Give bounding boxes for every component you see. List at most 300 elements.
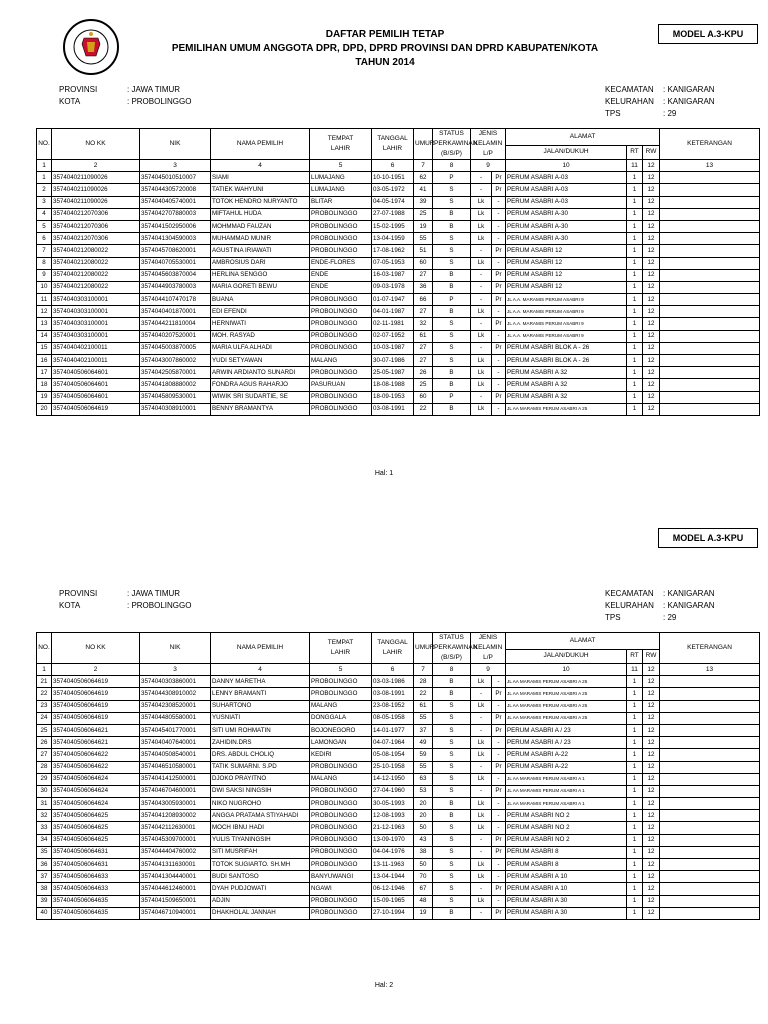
alamat-jalan: JL A.A. MARAMIS PERUM ASABRI 9	[506, 318, 627, 330]
alamat-jalan: PERUM ASABRI NO 2	[506, 810, 627, 822]
tempat-lahir: PROBOLINGGO	[310, 895, 372, 907]
tanggal-lahir: 03-08-1991	[372, 403, 414, 415]
row-no: 14	[37, 330, 52, 342]
provinsi-row	[59, 84, 180, 95]
rt: 1	[627, 318, 643, 330]
row-no: 19	[37, 391, 52, 403]
no-kk: 3574040212080022	[52, 281, 140, 293]
kelurahan-value: : KANIGARAN	[663, 601, 715, 610]
jk-l: -	[471, 907, 492, 919]
jk-l: -	[471, 761, 492, 773]
tanggal-lahir: 25-05-1987	[372, 367, 414, 379]
umur: 70	[414, 871, 433, 883]
row-no: 38	[37, 883, 52, 895]
status-perkawinan: B	[433, 306, 471, 318]
rw: 12	[643, 749, 660, 761]
alamat-jalan: PERUM ASABRI A 10	[506, 871, 627, 883]
rt: 1	[627, 883, 643, 895]
table-row	[37, 773, 760, 785]
keterangan	[660, 883, 760, 895]
jk-l: Lk	[471, 367, 492, 379]
no-kk: 3574040506064619	[52, 700, 140, 712]
keterangan	[660, 403, 760, 415]
nama-pemilih: DYAH PUDJOWATI	[211, 883, 310, 895]
status-perkawinan: S	[433, 342, 471, 354]
model-label: MODEL A.3-KPU	[658, 24, 758, 44]
nama-pemilih: MOHMMAD FAUZAN	[211, 220, 310, 232]
nik: 3574041502950006	[140, 220, 211, 232]
voter-table	[36, 128, 760, 416]
row-no: 2	[37, 184, 52, 196]
jk-l: -	[471, 245, 492, 257]
header-status: STATUS PERKAWINAN (B/S/P)	[433, 633, 471, 664]
rw: 12	[643, 269, 660, 281]
no-kk: 3574040506064619	[52, 676, 140, 688]
nama-pemilih: TOTOK SUGIARTO. SH.MH	[211, 859, 310, 871]
kelurahan-value: : KANIGARAN	[663, 97, 715, 106]
nama-pemilih: DANNY MARETHA	[211, 676, 310, 688]
umur: 41	[414, 184, 433, 196]
jk-l: Lk	[471, 330, 492, 342]
umur: 61	[414, 700, 433, 712]
alamat-jalan: PERUM ASABRI 12	[506, 269, 627, 281]
tempat-lahir: PROBOLINGGO	[310, 907, 372, 919]
nama-pemilih: LENNY BRAMANTI	[211, 688, 310, 700]
rt: 1	[627, 184, 643, 196]
no-kk: 3574040506064624	[52, 773, 140, 785]
no-kk: 3574040506064621	[52, 737, 140, 749]
rt: 1	[627, 761, 643, 773]
keterangan	[660, 281, 760, 293]
nama-pemilih: MOH. RASYAD	[211, 330, 310, 342]
jk-l: -	[471, 184, 492, 196]
jk-p: -	[492, 330, 506, 342]
rw: 12	[643, 367, 660, 379]
table-row	[37, 822, 760, 834]
header-no: NO.	[37, 633, 52, 664]
tempat-lahir: DONGGALA	[310, 712, 372, 724]
tanggal-lahir: 18-09-1953	[372, 391, 414, 403]
rw: 12	[643, 798, 660, 810]
jk-l: -	[471, 688, 492, 700]
tanggal-lahir: 13-09-1970	[372, 834, 414, 846]
jk-l: Lk	[471, 737, 492, 749]
header-rt: RT	[627, 649, 643, 663]
keterangan	[660, 306, 760, 318]
title-line-1: DAFTAR PEMILIH TETAP	[325, 29, 445, 40]
status-perkawinan: S	[433, 196, 471, 208]
status-perkawinan: S	[433, 700, 471, 712]
rt: 1	[627, 846, 643, 858]
row-no: 12	[37, 306, 52, 318]
table-row	[37, 306, 760, 318]
nik: 3574040303860001	[140, 676, 211, 688]
row-no: 7	[37, 245, 52, 257]
no-kk: 3574040506064619	[52, 688, 140, 700]
row-no: 27	[37, 749, 52, 761]
alamat-jalan: PERUM ASABRI A-30	[506, 220, 627, 232]
status-perkawinan: B	[433, 798, 471, 810]
row-no: 20	[37, 403, 52, 415]
table-row	[37, 281, 760, 293]
table-row	[37, 208, 760, 220]
table-row	[37, 403, 760, 415]
nama-pemilih: HERNIWATI	[211, 318, 310, 330]
header-tempat-lahir: TEMPAT LAHIR	[310, 633, 372, 664]
row-no: 18	[37, 379, 52, 391]
kota-value: : PROBOLINGGO	[127, 601, 192, 610]
jk-p: -	[492, 196, 506, 208]
rt: 1	[627, 676, 643, 688]
no-kk: 3574040402100011	[52, 342, 140, 354]
nama-pemilih: TOTOK HENDRO NURYANTO	[211, 196, 310, 208]
status-perkawinan: P	[433, 391, 471, 403]
alamat-jalan: PERUM ASABRI BLOK A - 26	[506, 355, 627, 367]
umur: 37	[414, 724, 433, 736]
jk-l: Lk	[471, 822, 492, 834]
rt: 1	[627, 330, 643, 342]
tempat-lahir: PROBOLINGGO	[310, 294, 372, 306]
table-row	[37, 245, 760, 257]
table-row	[37, 294, 760, 306]
umur: 39	[414, 196, 433, 208]
alamat-jalan: JL AA MARAMIS PERUM ASABRI A 25	[506, 676, 627, 688]
no-kk: 3574040506064635	[52, 895, 140, 907]
jk-p: Pr	[492, 391, 506, 403]
nama-pemilih: DRS. ABDUL CHOLIQ	[211, 749, 310, 761]
no-kk: 3574040506064601	[52, 391, 140, 403]
no-kk: 3574040506064624	[52, 785, 140, 797]
alamat-jalan: PERUM ASABRI A-22	[506, 749, 627, 761]
rw: 12	[643, 834, 660, 846]
umur: 25	[414, 208, 433, 220]
nik: 3574046704600001	[140, 785, 211, 797]
status-perkawinan: S	[433, 773, 471, 785]
rw: 12	[643, 318, 660, 330]
provinsi-value: : JAWA TIMUR	[127, 589, 181, 598]
rw: 12	[643, 907, 660, 919]
rt: 1	[627, 822, 643, 834]
status-perkawinan: S	[433, 883, 471, 895]
table-row	[37, 834, 760, 846]
kota-row	[59, 96, 191, 107]
status-perkawinan: S	[433, 330, 471, 342]
row-no: 33	[37, 822, 52, 834]
jk-p: -	[492, 403, 506, 415]
table-row	[37, 676, 760, 688]
status-perkawinan: S	[433, 871, 471, 883]
row-no: 3	[37, 196, 52, 208]
nik: 3574044612460001	[140, 883, 211, 895]
nik: 3574044107470178	[140, 294, 211, 306]
keterangan	[660, 184, 760, 196]
jk-p: Pr	[492, 785, 506, 797]
jk-p: Pr	[492, 724, 506, 736]
header-nokk: NO KK	[52, 129, 140, 160]
jk-l: -	[471, 785, 492, 797]
tps-row	[605, 108, 676, 119]
tempat-lahir: PROBOLINGGO	[310, 859, 372, 871]
jk-p: Pr	[492, 318, 506, 330]
tps-label: TPS	[605, 109, 621, 118]
nik: 3574045010510007	[140, 172, 211, 184]
nik: 3574041808880002	[140, 379, 211, 391]
row-no: 40	[37, 907, 52, 919]
jk-p: -	[492, 737, 506, 749]
nik: 3574045603870004	[140, 269, 211, 281]
keterangan	[660, 907, 760, 919]
header-nik: NIK	[140, 129, 211, 160]
tanggal-lahir: 04-07-1964	[372, 737, 414, 749]
jk-l: Lk	[471, 379, 492, 391]
rt: 1	[627, 907, 643, 919]
rt: 1	[627, 724, 643, 736]
tanggal-lahir: 02-07-1952	[372, 330, 414, 342]
table-row	[37, 712, 760, 724]
rw: 12	[643, 895, 660, 907]
table-row	[37, 785, 760, 797]
umur: 50	[414, 859, 433, 871]
status-perkawinan: B	[433, 220, 471, 232]
jk-p: Pr	[492, 184, 506, 196]
alamat-jalan: PERUM ASABRI A 30	[506, 907, 627, 919]
jk-l: Lk	[471, 895, 492, 907]
row-no: 22	[37, 688, 52, 700]
tanggal-lahir: 04-01-1987	[372, 306, 414, 318]
no-kk: 3574040211090026	[52, 196, 140, 208]
nama-pemilih: BENNY BRAMANTYA	[211, 403, 310, 415]
title-line-3: TAHUN 2014	[355, 57, 415, 68]
keterangan	[660, 761, 760, 773]
rt: 1	[627, 196, 643, 208]
header-nama: NAMA PEMILIH	[211, 633, 310, 664]
nik: 3574045401770001	[140, 724, 211, 736]
header-umur: UMUR	[414, 129, 433, 160]
status-perkawinan: B	[433, 281, 471, 293]
tanggal-lahir: 27-07-1988	[372, 208, 414, 220]
tempat-lahir: MALANG	[310, 355, 372, 367]
status-perkawinan: S	[433, 846, 471, 858]
row-no: 23	[37, 700, 52, 712]
tempat-lahir: PROBOLINGGO	[310, 306, 372, 318]
keterangan	[660, 846, 760, 858]
rw: 12	[643, 773, 660, 785]
jk-p: -	[492, 798, 506, 810]
rw: 12	[643, 355, 660, 367]
header-jalan: JALAN/DUKUH	[506, 145, 627, 159]
rw: 12	[643, 233, 660, 245]
rt: 1	[627, 871, 643, 883]
keterangan	[660, 269, 760, 281]
tempat-lahir: PROBOLINGGO	[310, 688, 372, 700]
tempat-lahir: LUMAJANG	[310, 172, 372, 184]
alamat-jalan: PERUM ASABRI 12	[506, 281, 627, 293]
no-kk: 3574040506064625	[52, 810, 140, 822]
rw: 12	[643, 810, 660, 822]
tanggal-lahir: 10-03-1987	[372, 342, 414, 354]
no-kk: 3574040212080022	[52, 245, 140, 257]
tempat-lahir: PROBOLINGGO	[310, 834, 372, 846]
status-perkawinan: S	[433, 761, 471, 773]
rt: 1	[627, 403, 643, 415]
jk-p: Pr	[492, 269, 506, 281]
header-number-row: 1 2 3 4 5 6 7 8 9 10 11 12 13	[37, 664, 760, 676]
kota-row	[59, 600, 191, 611]
umur: 19	[414, 907, 433, 919]
jk-p: -	[492, 355, 506, 367]
alamat-jalan: JL AA MARAMIS PERUM ASABRI A 25	[506, 700, 627, 712]
tempat-lahir: MALANG	[310, 773, 372, 785]
row-no: 39	[37, 895, 52, 907]
kelurahan-row	[605, 600, 715, 611]
umur: 27	[414, 269, 433, 281]
no-kk: 3574040402100011	[52, 355, 140, 367]
rw: 12	[643, 700, 660, 712]
tanggal-lahir: 10-10-1951	[372, 172, 414, 184]
status-perkawinan: S	[433, 724, 471, 736]
row-no: 4	[37, 208, 52, 220]
header-nik: NIK	[140, 633, 211, 664]
tempat-lahir: PROBOLINGGO	[310, 846, 372, 858]
alamat-jalan: PERUM ASABRI A-30	[506, 208, 627, 220]
tanggal-lahir: 02-11-1981	[372, 318, 414, 330]
table-row	[37, 172, 760, 184]
tanggal-lahir: 04-05-1974	[372, 196, 414, 208]
keterangan	[660, 737, 760, 749]
status-perkawinan: S	[433, 245, 471, 257]
nama-pemilih: YUSNIATI	[211, 712, 310, 724]
nik: 3574044903780003	[140, 281, 211, 293]
jk-l: Lk	[471, 403, 492, 415]
tanggal-lahir: 06-12-1946	[372, 883, 414, 895]
nama-pemilih: SIAMI	[211, 172, 310, 184]
keterangan	[660, 355, 760, 367]
alamat-jalan: JL A.A. MARAMIS PERUM ASABRI 9	[506, 306, 627, 318]
nama-pemilih: TATIK SUMARNI. S.PD	[211, 761, 310, 773]
row-no: 34	[37, 834, 52, 846]
alamat-jalan: PERUM ASABRI 12	[506, 257, 627, 269]
jk-p: Pr	[492, 342, 506, 354]
jk-l: -	[471, 294, 492, 306]
alamat-jalan: PERUM ASABRI A-03	[506, 172, 627, 184]
tanggal-lahir: 03-03-1986	[372, 676, 414, 688]
nik: 3574040508540001	[140, 749, 211, 761]
umur: 49	[414, 737, 433, 749]
keterangan	[660, 724, 760, 736]
table-row	[37, 737, 760, 749]
rt: 1	[627, 220, 643, 232]
rw: 12	[643, 391, 660, 403]
rt: 1	[627, 859, 643, 871]
header-alamat: ALAMAT	[506, 633, 660, 650]
nik: 3574041304440001	[140, 871, 211, 883]
nama-pemilih: NIKO NUGROHO	[211, 798, 310, 810]
nik: 3574041304590003	[140, 233, 211, 245]
table-row	[37, 233, 760, 245]
jk-l: Lk	[471, 208, 492, 220]
nama-pemilih: SUHARTONO	[211, 700, 310, 712]
row-no: 30	[37, 785, 52, 797]
no-kk: 3574040506064601	[52, 367, 140, 379]
status-perkawinan: S	[433, 737, 471, 749]
status-perkawinan: B	[433, 688, 471, 700]
alamat-jalan: PERUM ASABRI 12	[506, 245, 627, 257]
kpu-logo	[62, 18, 120, 76]
nama-pemilih: SITI UMI ROHMATIN	[211, 724, 310, 736]
tanggal-lahir: 04-04-1976	[372, 846, 414, 858]
row-no: 26	[37, 737, 52, 749]
no-kk: 3574040506064601	[52, 379, 140, 391]
table-row	[37, 749, 760, 761]
row-no: 37	[37, 871, 52, 883]
no-kk: 3574040303100001	[52, 306, 140, 318]
jk-l: -	[471, 846, 492, 858]
row-no: 9	[37, 269, 52, 281]
keterangan	[660, 233, 760, 245]
tempat-lahir: PROBOLINGGO	[310, 391, 372, 403]
no-kk: 3574040506064619	[52, 403, 140, 415]
rw: 12	[643, 245, 660, 257]
nama-pemilih: ANGGA PRATAMA STIYAHADI	[211, 810, 310, 822]
rt: 1	[627, 208, 643, 220]
alamat-jalan: PERUM ASABRI NO 2	[506, 834, 627, 846]
header-tempat-lahir: TEMPAT LAHIR	[310, 129, 372, 160]
umur: 28	[414, 676, 433, 688]
tempat-lahir: PROBOLINGGO	[310, 318, 372, 330]
tanggal-lahir: 13-04-1959	[372, 233, 414, 245]
status-perkawinan: S	[433, 785, 471, 797]
kecamatan-value: : KANIGARAN	[663, 85, 715, 94]
rt: 1	[627, 294, 643, 306]
status-perkawinan: S	[433, 834, 471, 846]
row-no: 5	[37, 220, 52, 232]
jk-p: Pr	[492, 172, 506, 184]
rw: 12	[643, 883, 660, 895]
jk-l: Lk	[471, 749, 492, 761]
nama-pemilih: MUHAMMAD MUNIR	[211, 233, 310, 245]
tempat-lahir: PROBOLINGGO	[310, 676, 372, 688]
tempat-lahir: PROBOLINGGO	[310, 798, 372, 810]
tempat-lahir: BOJONEGORO	[310, 724, 372, 736]
table-row	[37, 184, 760, 196]
table-row	[37, 688, 760, 700]
row-no: 15	[37, 342, 52, 354]
rt: 1	[627, 257, 643, 269]
row-no: 29	[37, 773, 52, 785]
tanggal-lahir: 14-01-1977	[372, 724, 414, 736]
nik: 3574044211810004	[140, 318, 211, 330]
nik: 3574040401870001	[140, 306, 211, 318]
header-rw: RW	[643, 649, 660, 663]
table-row	[37, 355, 760, 367]
umur: 60	[414, 257, 433, 269]
tempat-lahir: BLITAR	[310, 196, 372, 208]
row-no: 25	[37, 724, 52, 736]
table-row	[37, 318, 760, 330]
tps-value: : 29	[663, 613, 677, 622]
jk-p: -	[492, 676, 506, 688]
jk-p: Pr	[492, 688, 506, 700]
umur: 55	[414, 233, 433, 245]
nama-pemilih: DWI SAKSI NINGSIH	[211, 785, 310, 797]
nik: 3574044308910002	[140, 688, 211, 700]
status-perkawinan: S	[433, 318, 471, 330]
alamat-jalan: PERUM ASABRI A-03	[506, 196, 627, 208]
alamat-jalan: PERUM ASABRI A-30	[506, 233, 627, 245]
rw: 12	[643, 281, 660, 293]
tanggal-lahir: 14-12-1950	[372, 773, 414, 785]
provinsi-label: PROVINSI	[59, 589, 98, 598]
